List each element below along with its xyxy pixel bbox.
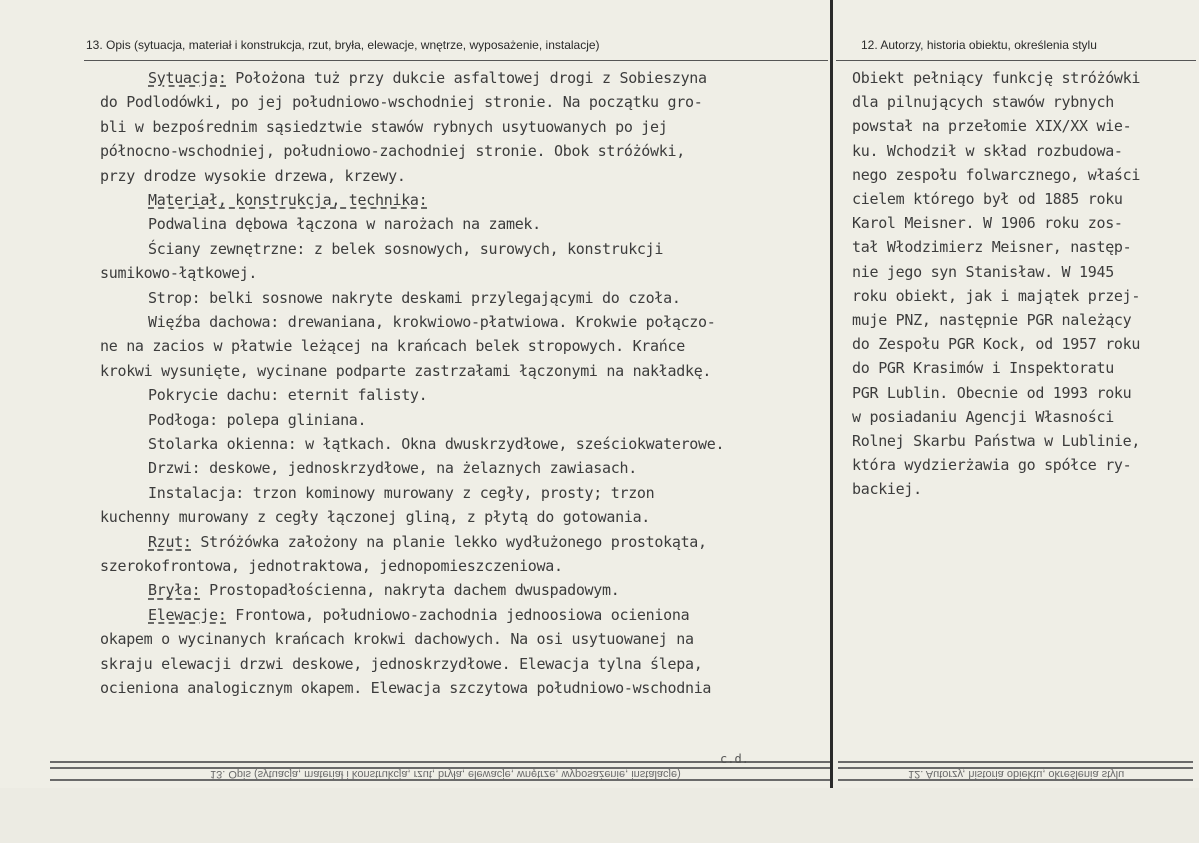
section-text: szerokofrontowa, jednotraktowa, jednopomieszczeniowa.: [100, 557, 563, 575]
description-line: [148, 531, 707, 553]
section-text: do Podlodówki, po jej południowo-wschodniej stronie. Na początku gro-: [100, 93, 703, 112]
history-line: nie jego syn Stanisław. W 1945: [852, 262, 1114, 281]
footer-strip: [0, 788, 1199, 843]
section-text: ocieniona analogicznym okapem. Elewacja szczytowa południowo-wschodnia: [100, 679, 712, 697]
description-line: [100, 140, 685, 162]
description-line: [148, 213, 541, 235]
section-text: okapem o wycinanych krańcach krokwi dachowych. Na osi usytuowanej na: [100, 630, 694, 649]
history-line: roku obiekt, jak i majątek przej-: [852, 286, 1141, 305]
description-line: [100, 165, 406, 187]
history-line: cielem którego był od 1885 roku: [852, 190, 1123, 208]
description-line: [100, 91, 702, 113]
description-line: [100, 360, 711, 382]
section-label: Elewacje:: [148, 605, 227, 624]
header-history: 12. Autorzy, historia obiektu, określenia stylu: [861, 38, 1097, 52]
section-label: Sytuacja:: [148, 69, 227, 87]
description-line: [100, 116, 668, 138]
section-label: Materiał, konstrukcja, technika:: [148, 191, 428, 209]
mirrored-header-right: 12. Autorzy, historia obiektu, określenia stylu: [908, 768, 1125, 780]
description-line: [100, 555, 563, 577]
section-text: sumikowo-łątkowej.: [100, 264, 258, 283]
section-text: ne na zacios w płatwie leżącej na krańcach belek stropowych. Krańce: [100, 337, 685, 356]
header-description: 13. Opis (sytuacja, materiał i konstrukcja, rzut, bryła, elewacje, wnętrze, wyposażenie, instalacje): [86, 38, 600, 52]
section-text: krokwi wysunięte, wycinane podparte zastrzałami łączonymi na nakładkę.: [100, 361, 712, 380]
description-line: [148, 409, 366, 431]
description-line: [100, 262, 257, 284]
history-line: tał Włodzimierz Meisner, następ-: [852, 238, 1132, 257]
description-line: [148, 384, 427, 406]
description-line: [100, 677, 711, 699]
history-line: ku. Wchodził w skład rozbudowa-: [852, 141, 1123, 160]
section-label: Bryła:: [148, 581, 201, 600]
section-text: Podwalina dębowa łączona w narożach na zamek.: [148, 215, 541, 234]
history-line: która wydzierżawia go spółce ry-: [852, 456, 1132, 475]
history-line: w posiadaniu Agencji Własności: [852, 407, 1114, 426]
description-line: [100, 628, 694, 650]
section-text: Pokrycie dachu: eternit falisty.: [148, 386, 428, 405]
description-line: [148, 238, 663, 260]
section-text: przy drodze wysokie drzewa, krzewy.: [100, 166, 406, 185]
history-line: Obiekt pełniący funkcję stróżówki: [852, 69, 1141, 87]
history-line: muje PNZ, następnie PGR należący: [852, 311, 1132, 329]
header-rule-right: [836, 60, 1196, 61]
section-label: Rzut:: [148, 532, 192, 551]
section-text: Drzwi: deskowe, jednoskrzydłowe, na żelaznych zawiasach.: [148, 459, 637, 478]
section-text: bli w bezpośrednim sąsiedztwie stawów rybnych usytuowanych po jej: [100, 117, 668, 136]
description-line: [148, 604, 689, 626]
description-line: [148, 67, 707, 89]
history-line: Karol Meisner. W 1906 roku zos-: [852, 214, 1123, 233]
section-text: Stolarka okienna: w łątkach. Okna dwuskrzydłowe, sześciokwaterowe.: [148, 435, 725, 453]
section-text: północno-wschodniej, południowo-zachodniej stronie. Obok stróżówki,: [100, 142, 685, 161]
description-line: [148, 457, 637, 479]
description-line: [148, 579, 619, 601]
header-rule-left: [84, 60, 828, 61]
description-line: [148, 311, 716, 333]
history-line: PGR Lublin. Obecnie od 1993 roku: [852, 383, 1132, 402]
history-line: powstał na przełomie XIX/XX wie-: [852, 117, 1132, 136]
history-line: do Zespołu PGR Kock, od 1957 roku: [852, 335, 1141, 354]
description-line: [148, 433, 724, 455]
section-text: Położona tuż przy dukcie asfaltowej drogi z Sobieszyna: [226, 69, 707, 87]
mirrored-header-left: 13. Opis (sytuacja, materiał i konstrukcja, rzut, bryła, elewacje, wnętrze, wyposażenie, instalacje): [210, 768, 681, 780]
section-text: Więźba dachowa: drewaniana, krokwiowo-płatwiowa. Krokwie połączo-: [148, 313, 716, 331]
description-line: [148, 189, 427, 211]
history-line: do PGR Krasimów i Inspektoratu: [852, 359, 1114, 378]
description-line: [148, 482, 654, 504]
section-text: skraju elewacji drzwi deskowe, jednoskrzydłowe. Elewacja tylna ślepa,: [100, 654, 703, 673]
section-text: Stróżówka założony na planie lekko wydłużonego prostokąta,: [191, 532, 707, 551]
description-line: [100, 653, 702, 675]
section-text: Ściany zewnętrzne: z belek sosnowych, surowych, konstrukcji: [148, 239, 664, 258]
section-text: Frontowa, południowo-zachodnia jednoosiowa ocieniona: [226, 605, 690, 624]
description-line: [148, 287, 681, 309]
history-line: dla pilnujących stawów rybnych: [852, 93, 1114, 112]
history-line: nego zespołu folwarcznego, właści: [852, 165, 1141, 184]
description-line: [100, 335, 685, 357]
description-line: [100, 506, 650, 528]
section-text: Prostopadłościenna, nakryta dachem dwuspadowym.: [200, 581, 620, 600]
continuation-mark: c.d.: [720, 752, 749, 766]
section-text: kuchenny murowany z cegły łączonej gliną, z płytą do gotowania.: [100, 508, 651, 527]
section-text: Instalacja: trzon kominowy murowany z cegły, prosty; trzon: [148, 483, 655, 502]
section-text: Podłoga: polepa gliniana.: [148, 410, 367, 429]
section-text: Strop: belki sosnowe nakryte deskami przylegającymi do czoła.: [148, 288, 681, 307]
column-divider: [830, 0, 833, 843]
history-line: backiej.: [852, 480, 922, 499]
history-line: Rolnej Skarbu Państwa w Lublinie,: [852, 432, 1141, 450]
